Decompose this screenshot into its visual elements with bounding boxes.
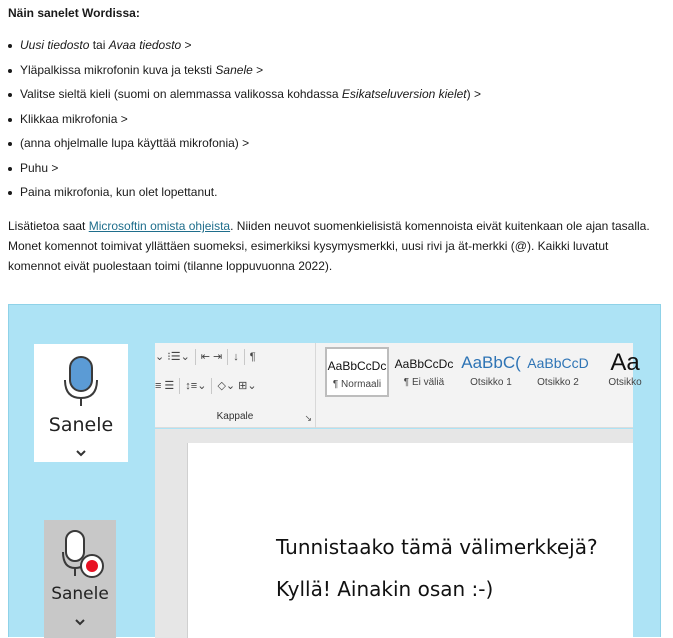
bullet-icon — [8, 69, 12, 73]
style-heading-1[interactable] — [459, 347, 523, 397]
info-before-link: Lisätietoa saat — [8, 219, 89, 233]
step-emphasis: Avaa tiedosto — [108, 38, 182, 52]
document-line: Kyllä! Ainakin osan :-) — [276, 577, 494, 601]
step-item — [8, 185, 481, 210]
instructions-heading: Näin sanelet Wordissa: — [8, 6, 140, 20]
bullet-icon — [8, 93, 12, 97]
info-paragraph — [8, 216, 663, 276]
step-emphasis: Sanele — [215, 62, 253, 77]
justify-icon[interactable]: ≡ — [155, 380, 162, 392]
increase-indent-icon[interactable]: ⇥ — [213, 351, 223, 363]
style-no-spacing[interactable] — [392, 347, 456, 397]
word-ribbon — [155, 343, 642, 428]
style-normal[interactable] — [325, 347, 389, 397]
style-preview: AaBbCcDc — [327, 359, 387, 373]
align-left-icon[interactable]: ☰ — [164, 380, 175, 392]
chevron-down-icon[interactable] — [75, 449, 87, 457]
line-spacing-icon[interactable]: ↕≡⌄ — [185, 380, 207, 392]
step-text: ) > — [466, 87, 481, 101]
style-heading-2[interactable] — [526, 347, 590, 397]
dialog-launcher-icon[interactable]: ↘ — [304, 413, 312, 423]
document-page[interactable] — [187, 443, 633, 638]
step-text: (anna ohjelmalle lupa käyttää mikrofonia) > — [20, 136, 250, 150]
word-dictate-screenshot — [8, 304, 661, 637]
document-area — [155, 429, 633, 638]
paragraph-group — [155, 343, 316, 428]
pilcrow-icon[interactable]: ¶ — [249, 351, 256, 363]
step-text: > — [252, 62, 264, 77]
step-item — [8, 38, 481, 63]
style-name: Otsikko 2 — [537, 377, 579, 388]
bullet-icon — [8, 142, 12, 146]
step-text: Klikkaa mikrofonia > — [20, 111, 128, 126]
step-item — [8, 87, 481, 112]
styles-gallery — [325, 347, 657, 397]
step-item — [8, 63, 481, 88]
step-emphasis: Esikatseluversion kielet — [341, 87, 467, 101]
step-text: Puhu > — [20, 160, 59, 175]
paragraph-group-label: Kappale — [216, 411, 254, 422]
info-after-link: . Niiden neuvot suomenkielisistä komennoista eivät kuitenkaan ole ajan tasalla. Monet komennot toimivat yllättäen suomeksi, esimerkiksi kysymysmerkki, uusi rivi ja ät-merkki (@). Kaikki luvatut komennot eivät puolestaan toimi (tilanne loppuvuonna 2022). — [8, 219, 650, 273]
step-text: tai — [89, 38, 109, 52]
step-emphasis: Uusi tiedosto — [20, 38, 90, 52]
style-preview: AaBbC( — [461, 353, 521, 372]
steps-list — [8, 38, 481, 210]
step-text: Paina mikrofonia, kun olet lopettanut. — [20, 185, 218, 199]
style-name: ¶ Ei väliä — [403, 377, 445, 388]
decrease-indent-icon[interactable]: ⇤ — [200, 351, 211, 363]
borders-icon[interactable]: ⊞⌄ — [238, 380, 257, 392]
dictate-button[interactable] — [34, 344, 128, 462]
microphone-icon — [59, 354, 103, 410]
style-title[interactable] — [593, 347, 657, 397]
dictate-label-active: Sanele — [51, 584, 109, 604]
chevron-down-icon[interactable] — [74, 618, 86, 626]
document-line: Tunnistaako tämä välimerkkejä? — [276, 535, 598, 559]
step-item — [8, 112, 481, 137]
microphone-recording-icon — [60, 528, 104, 584]
style-preview: Aa — [610, 349, 640, 376]
numbered-list-icon[interactable]: ⁝☰⌄ — [167, 351, 190, 363]
style-name: ¶ Normaali — [332, 379, 382, 390]
bullet-icon — [8, 44, 12, 48]
step-item — [8, 136, 481, 161]
style-preview: AaBbCcD — [527, 355, 589, 371]
style-preview: AaBbCcDc — [394, 357, 454, 371]
step-item — [8, 161, 481, 186]
dictate-button-active[interactable] — [44, 520, 116, 638]
step-text: Valitse sieltä kieli (suomi on alemmassa valikossa kohdassa — [20, 87, 342, 101]
style-name: Otsikko — [608, 377, 642, 388]
chevron-down-icon[interactable]: ⌄ — [155, 351, 165, 363]
bullet-icon — [8, 191, 12, 195]
step-text: Yläpalkissa mikrofonin kuva ja teksti — [20, 62, 216, 77]
shading-icon[interactable]: ◇⌄ — [217, 380, 236, 392]
dictate-label: Sanele — [48, 414, 114, 436]
style-name: Otsikko 1 — [470, 377, 512, 388]
bullet-icon — [8, 167, 12, 171]
step-text: > — [181, 38, 192, 52]
bullet-icon — [8, 118, 12, 122]
sort-icon[interactable]: ↓ — [233, 351, 239, 363]
microsoft-help-link[interactable]: Microsoftin omista ohjeista — [88, 219, 231, 233]
